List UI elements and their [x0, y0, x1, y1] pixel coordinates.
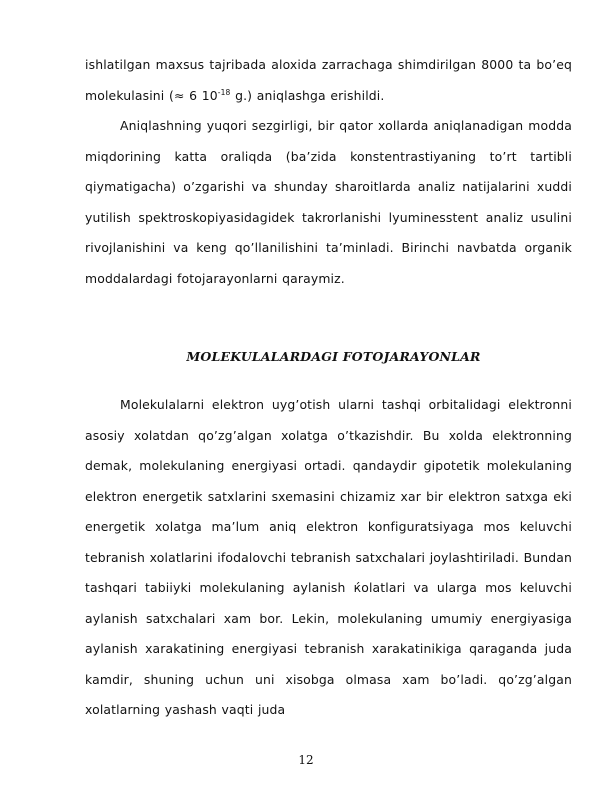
exponent: -18	[217, 87, 231, 97]
page-number: 12	[298, 753, 314, 767]
paragraph-3: Molekulalarni elektron uyg’otish ularni tashqi orbitalidagi elektronni asosiy xolatdan qo’zg’algan xolatga o’tkazishdir. Bu xolda elektronning demak, molekulaning energiyasi ortadi. qandaydir gipotetik molekulaning elektron energetik satxlarini sxemasini chizamiz xar bir elektron satxga eki energetik xolatga ma’lum aniq elektron konfiguratsiyaga mos keluvchi tebranish xolatlarini ifodalovchi tebranish satxchalari joylashtiriladi. Bundan tashqari tabiiyki molekulaning aylanish ќolatlari va ularga mos keluvchi aylanish satxchalari xam bor. Lekin, molekulaning umumiy energiyasiga aylanish xarakatining energiyasi tebranish xarakatinikiga qaraganda juda kamdir, shuning uchun uni xisobga olmasa xam bo’ladi. qo’zg’algan xolatlarning yashash vaqti juda	[85, 397, 572, 717]
spacer	[85, 364, 572, 390]
section-heading: MOLEKULALARDAGI FOTOJARAYONLAR	[186, 349, 481, 364]
paragraph-1-tail: g.) aniqlashga erishildi.	[230, 87, 385, 103]
paragraph-2: Aniqlashning yuqori sezgirligi, bir qator xollarda aniqlanadigan modda miqdorining katta oraliqda (ba’zida konstentrastiyaning to’rt tartibli qiymatigacha) o’zgarishi va shunday sharoitlarda analiz natijalarini xuddi yutilish spektroskopiyasidagidek takrorlanishi lyuminesstent analiz usulini rivojlanishini va keng qo’llanilishini ta’minladi. Birinchi navbatda organik moddalardagi fotojarayonlarni qaraymiz.	[85, 118, 572, 286]
paragraph-1	[85, 50, 572, 111]
spacer	[85, 294, 572, 349]
document-body	[85, 50, 572, 726]
paragraph-1-text: ishlatilgan maxsus tajribada aloxida zarrachaga shimdirilgan 8000 ta bo’eq molekulasini (≈ 6 10	[85, 57, 572, 103]
